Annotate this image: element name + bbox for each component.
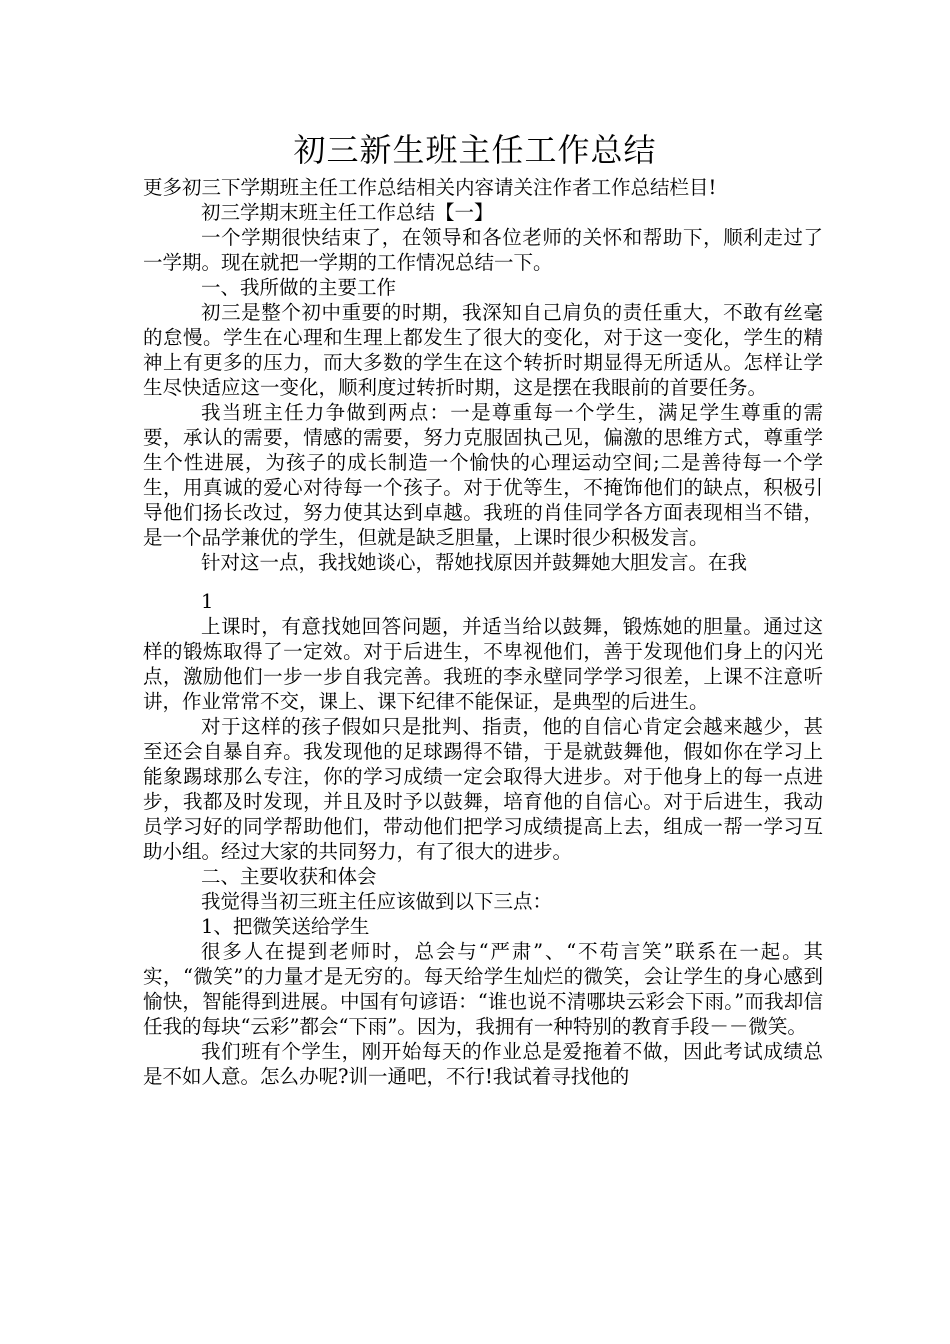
- paragraph: 初三是整个初中重要的时期，我深知自己肩负的责任重大，不敢有丝毫的怠慢。学生在心理和生理上都发生了很大的变化，对于这一变化，学生的精神上有更多的压力，而大多数的学生在这个转折时期显得无所适从。怎样让学生尽快适应这一变化，顺利度过转折时期，这是摆在我眼前的首要任务。: [143, 301, 823, 399]
- section-heading: 二、主要收获和体会: [201, 865, 377, 888]
- page-break-gap: [143, 575, 823, 587]
- paragraph: 对于这样的孩子假如只是批判、指责，他的自信心肯定会越来越少，甚至还会自暴自弃。我发现他的足球踢得不错，于是就鼓舞他，假如你在学习上能象踢球那么专注，你的学习成绩一定会取得大进步。对于他身上的每一点进步，我都及时发现，并且及时予以鼓舞，培育他的自信心。对于后进生，我动员学习好的同学帮助他们，带动他们把学习成绩提高上去，组成一帮一学习互助小组。经过大家的共同努力，有了很大的进步。: [143, 715, 823, 863]
- paragraph: 上课时，有意找她回答问题，并适当给以鼓舞，锻炼她的胆量。通过这样的锻炼取得了一定效。对于后进生，不卑视他们，善于发现他们身上的闪光点，激励他们一步一步自我完善。我班的李永壁同学学习很差，上课不注意听讲，作业常常不交，课上、课下纪律不能保证，是典型的后进生。: [143, 615, 823, 713]
- paragraph: 很多人在提到老师时，总会与“严肃”、“不苟言笑”联系在一起。其实，“微笑”的力量才是无穷的。每天给学生灿烂的微笑，会让学生的身心感到愉快，智能得到进展。中国有句谚语：“谁也说不清哪块云彩会下雨。”而我却信任我的每块“云彩”都会“下雨”。因为，我拥有一种特别的教育手段－－微笑。: [143, 940, 823, 1038]
- paragraph: 一个学期很快结束了，在领导和各位老师的关怀和帮助下，顺利走过了一学期。现在就把一学期的工作情况总结一下。: [143, 226, 823, 274]
- section-heading: 一、我所做的主要工作: [201, 276, 397, 299]
- paragraph: 针对这一点，我找她谈心，帮她找原因并鼓舞她大胆发言。在我: [201, 551, 748, 574]
- paragraph: 我当班主任力争做到两点：一是尊重每一个学生，满足学生尊重的需要，承认的需要，情感的需要，努力克服固执己见，偏激的思维方式，尊重学生个性进展，为孩子的成长制造一个愉快的心理运动空间;二是善待每一个学生，用真诚的爱心对待每一个孩子。对于优等生，不掩饰他们的缺点，积极引导他们扬长改过，努力使其达到卓越。我班的肖佳同学各方面表现相当不错，是一个品学兼优的学生，但就是缺乏胆量，上课时很少积极发言。: [143, 401, 823, 549]
- paragraph: 我们班有个学生，刚开始每天的作业总是爱拖着不做，因此考试成绩总是不如人意。怎么办呢?训一通吧，不行!我试着寻找他的: [143, 1040, 823, 1088]
- document-body: [143, 175, 823, 1089]
- section-heading: 初三学期末班主任工作总结【一】: [201, 201, 494, 224]
- page-number: 1: [201, 590, 214, 613]
- subsection-heading: 1、把微笑送给学生: [201, 915, 370, 938]
- paragraph: 我觉得当初三班主任应该做到以下三点：: [201, 890, 553, 913]
- intro-note: 更多初三下学期班主任工作总结相关内容请关注作者工作总结栏目!: [143, 176, 717, 199]
- document-title: 初三新生班主任工作总结: [293, 131, 657, 169]
